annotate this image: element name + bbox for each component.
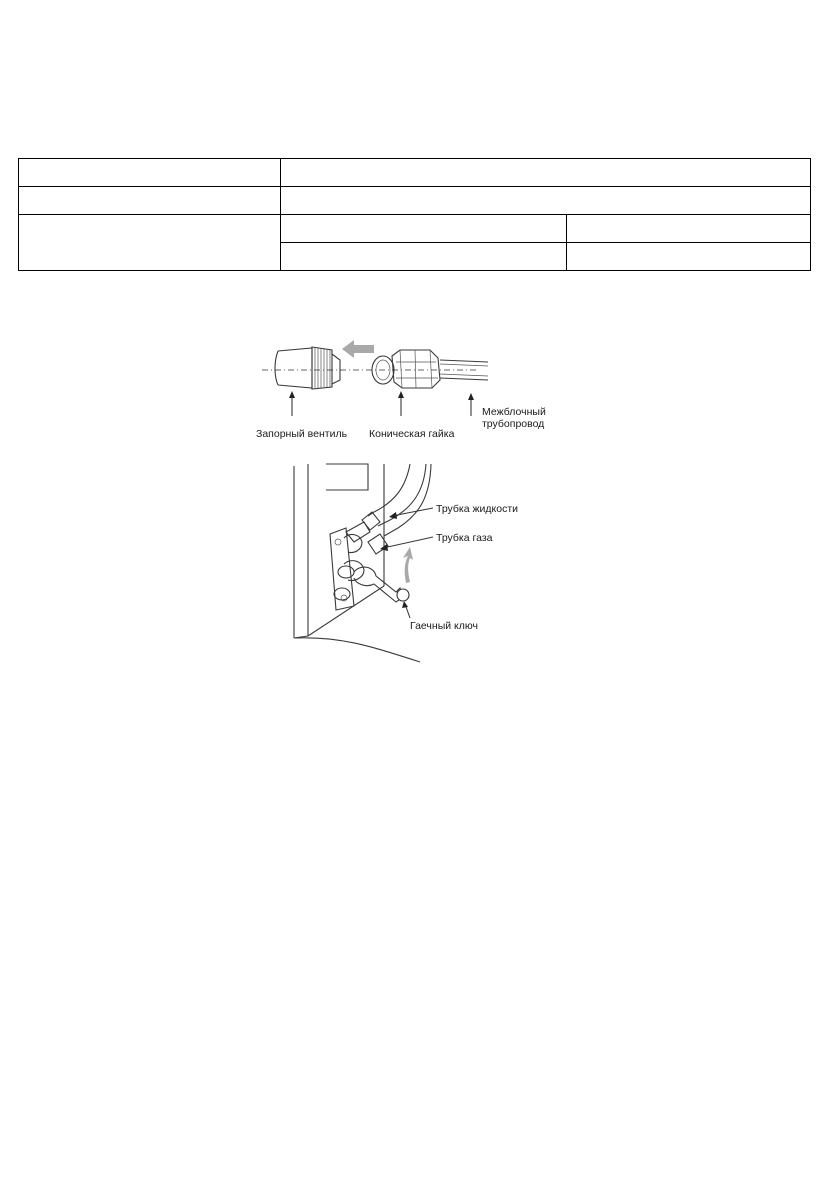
valve-thread [312, 347, 340, 389]
table-row [19, 215, 811, 243]
installation-figure [250, 336, 570, 664]
flare-connection-illustration [256, 340, 546, 440]
table-cell [281, 187, 811, 215]
table-row [19, 159, 811, 187]
flare-nut [392, 350, 440, 388]
label-wrench: Гаечный ключ [410, 620, 478, 632]
pointer-arrows [289, 391, 474, 416]
table-cell [567, 243, 811, 271]
label-flare-nut: Коническая гайка [369, 428, 455, 440]
table-cell [281, 243, 567, 271]
wrench [354, 567, 409, 602]
table-cell [281, 215, 567, 243]
label-liquid-pipe: Трубка жидкости [436, 503, 519, 515]
table-cell [567, 215, 811, 243]
direction-arrow [342, 340, 374, 358]
table-cell [19, 215, 281, 271]
table-row [19, 187, 811, 215]
spec-table [18, 158, 811, 271]
table-cell [19, 159, 281, 187]
label-interconnect-pipe-2: трубопровод [482, 418, 545, 430]
label-gas-pipe: Трубка газа [436, 532, 493, 544]
table-cell [281, 159, 811, 187]
table-cell [19, 187, 281, 215]
wrench-tightening-illustration [294, 464, 518, 662]
label-stop-valve: Запорный вентиль [256, 428, 348, 440]
label-interconnect-pipe-1: Межблочный [482, 406, 546, 418]
rotation-arrow [403, 547, 413, 583]
